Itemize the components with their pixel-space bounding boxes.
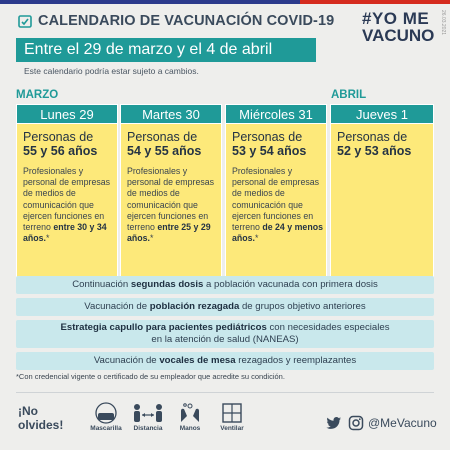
publication-date: 26.03.2021 <box>440 10 446 36</box>
hands-icon <box>175 402 205 424</box>
top-color-bar-red <box>300 0 450 4</box>
social-handles <box>326 414 437 432</box>
age-range: 54 y 55 años <box>127 144 202 158</box>
reminder-line-2: olvides! <box>18 418 64 432</box>
day-body <box>120 124 222 288</box>
care-label: Distancia <box>133 425 163 432</box>
info-bar-second-doses: Continuación segundas dosis a población vacunada con primera dosis <box>16 276 434 294</box>
care-item-mask <box>82 402 130 432</box>
window-icon <box>217 402 247 424</box>
group-label: Personas de <box>232 130 303 144</box>
page-title: CALENDARIO DE VACUNACIÓN COVID-19 <box>38 13 335 29</box>
day-header: Martes 30 <box>120 104 222 124</box>
campaign-logo <box>362 9 435 62</box>
info-bar-poll-workers: Vacunación de vocales de mesa rezagados y reemplazantes <box>16 352 434 370</box>
group-description: Profesionales y personal de empresas de medios de comunicación que ejercen funciones en terreno de 24 y menos años.* <box>232 166 323 244</box>
group-label: Personas de <box>127 130 198 144</box>
distance-icon <box>131 402 165 424</box>
info-bar-lagging-population: Vacunación de población rezagada de grupos objetivo anteriores <box>16 298 434 316</box>
calendar-check-icon <box>18 14 32 28</box>
day-body <box>225 124 327 288</box>
disclaimer-text: Este calendario podría estar sujeto a cambios. <box>24 66 199 76</box>
group-description: Profesionales y personal de empresas de medios de comunicación que ejercen funciones en terreno entre 25 y 29 años.* <box>127 166 215 244</box>
twitter-icon[interactable] <box>326 416 342 430</box>
care-label: Mascarilla <box>90 425 122 432</box>
info-bar-naneas: Estrategia capullo para pacientes pediátricos con necesidades especiales en la atención de salud (NANEAS) <box>16 320 434 348</box>
reminder-heading <box>18 404 63 432</box>
mask-icon <box>91 402 121 424</box>
date-range-banner: Entre el 29 de marzo y el 4 de abril <box>16 38 316 62</box>
day-body <box>16 124 118 288</box>
care-label: Manos <box>179 425 201 432</box>
social-handle[interactable]: @MeVacuno <box>368 416 437 430</box>
instagram-icon[interactable] <box>348 415 364 431</box>
month-label-march: MARZO <box>16 89 59 101</box>
age-range: 52 y 53 años <box>337 144 412 158</box>
footer-divider <box>16 392 434 393</box>
care-item-distance <box>124 402 172 432</box>
logo-line-2: VACUNO <box>362 26 435 45</box>
footnote: *Con credencial vigente o certificado de su empleador que acredite su condición. <box>16 372 285 381</box>
month-label-april: ABRIL <box>331 89 367 101</box>
care-label: Ventilar <box>220 425 244 432</box>
day-header: Lunes 29 <box>16 104 118 124</box>
day-header: Jueves 1 <box>330 104 434 124</box>
age-range: 55 y 56 años <box>23 144 98 158</box>
care-item-ventilate <box>208 402 256 432</box>
day-column-monday <box>16 104 118 288</box>
care-item-hands <box>166 402 214 432</box>
day-column-tuesday <box>120 104 222 288</box>
age-range: 53 y 54 años <box>232 144 307 158</box>
info-bar-naneas-line2: en la atención de salud (NANEAS) <box>151 334 299 345</box>
day-header: Miércoles 31 <box>225 104 327 124</box>
group-label: Personas de <box>23 130 94 144</box>
logo-line-1: #YO ME <box>362 9 430 28</box>
reminder-line-1: ¡No <box>18 404 38 418</box>
group-description: Profesionales y personal de empresas de medios de comunicación que ejercen funciones en terreno entre 30 y 34 años.* <box>23 166 111 244</box>
group-label: Personas de <box>337 130 408 144</box>
day-body <box>330 124 434 288</box>
day-column-thursday <box>330 104 434 288</box>
day-column-wednesday <box>225 104 327 288</box>
